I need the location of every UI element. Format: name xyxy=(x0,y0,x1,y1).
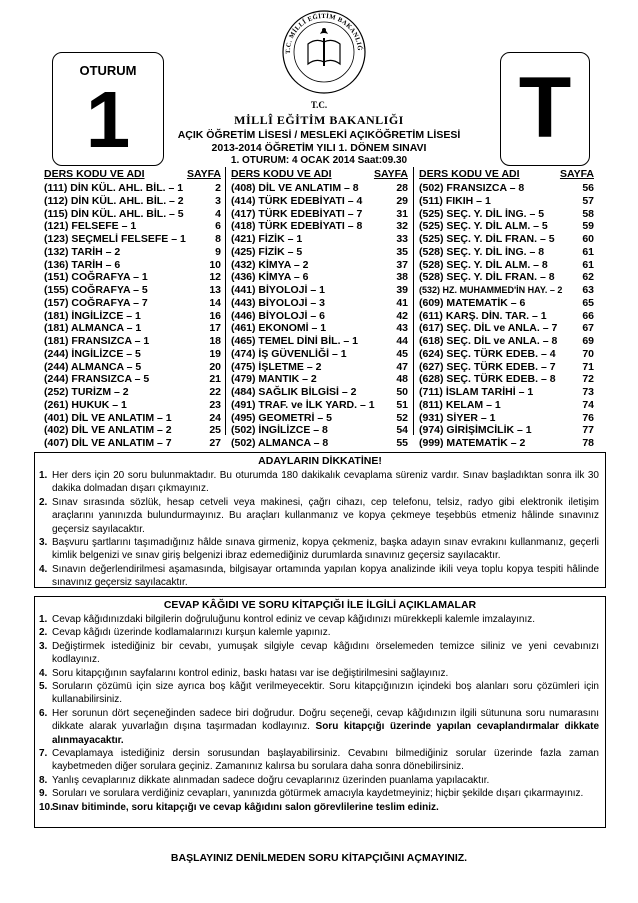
course-row xyxy=(419,386,594,399)
course-page: 60 xyxy=(582,233,594,245)
course-page: 31 xyxy=(396,207,408,220)
course-name: (528) SEÇ. Y. DİL İNG. – 8 xyxy=(419,245,545,258)
course-page: 62 xyxy=(582,271,594,284)
course-page: 9 xyxy=(215,245,221,258)
course-page: 51 xyxy=(396,398,408,411)
course-row xyxy=(231,437,408,450)
course-row xyxy=(419,361,594,374)
item-number: 4. xyxy=(39,563,48,575)
session-box xyxy=(52,52,164,166)
course-row xyxy=(419,412,594,425)
course-row xyxy=(231,182,408,195)
course-page: 67 xyxy=(582,322,594,335)
course-name: (502) ALMANCA – 8 xyxy=(231,437,329,449)
course-name: (181) İNGİLİZCE – 1 xyxy=(44,309,141,322)
course-row xyxy=(231,412,408,425)
course-row xyxy=(44,208,221,221)
course-name: (155) COĞRAFYA – 5 xyxy=(44,284,148,296)
course-name: (112) DİN KÜL. AHL. BİL. – 2 xyxy=(44,194,184,207)
course-row xyxy=(231,348,408,361)
course-row xyxy=(231,271,408,284)
list-item xyxy=(35,469,605,496)
course-page: 22 xyxy=(209,386,221,398)
footer-warning: BAŞLAYINIZ DENİLMEDEN SORU KİTAPÇIĞINI AÇMAYINIZ. xyxy=(170,852,468,864)
list-item xyxy=(35,613,605,626)
item-text: Başvuru şartlarını taşımadığınız hâlde sınava girmeniz, kopya çekmeniz, başka adayın sınav evrakını kullanmanız, geçerli kimlik belgenizi ve sınav giriş belgenizi ibraz edemediğiniz durumlarda sınavınız geçersiz sayılacaktır. xyxy=(52,537,599,562)
course-name: (528) SEÇ. Y. DİL ALM. – 8 xyxy=(419,258,548,271)
course-page: 65 xyxy=(582,296,594,309)
course-page: 71 xyxy=(582,360,594,373)
course-page: 38 xyxy=(396,271,408,284)
course-page: 41 xyxy=(396,296,408,309)
course-row xyxy=(44,386,221,399)
list-item xyxy=(35,680,605,707)
instructions-title: CEVAP KÂĞIDI VE SORU KİTAPÇIĞI İLE İLGİLİ AÇIKLAMALAR xyxy=(163,599,477,611)
course-page: 61 xyxy=(582,245,594,258)
course-name: (974) GİRİŞİMCİLİK – 1 xyxy=(419,424,532,437)
course-page: 63 xyxy=(582,284,594,296)
course-name: (151) COĞRAFYA – 1 xyxy=(44,271,148,284)
course-row xyxy=(231,297,408,310)
course-name: (417) TÜRK EDEBİYATI – 7 xyxy=(231,207,363,220)
course-page: 27 xyxy=(209,437,221,449)
item-text: Yanlış cevaplarınız dikkate alınmadan sadece doğru cevaplarınız üzerinden puanlama yapılacaktır. xyxy=(52,774,490,786)
item-text: Soruların çözümü için size ayrıca boş kâğıt verilmeyecektir. Soru kitapçığınızın içindeki boş alanları soru çözümleri için kullanabilirsiniz. xyxy=(52,681,599,706)
course-page: 20 xyxy=(209,360,221,373)
item-number: 1. xyxy=(39,614,48,625)
course-page: 29 xyxy=(396,194,408,207)
course-page: 59 xyxy=(582,220,594,233)
course-page: 69 xyxy=(582,335,594,347)
course-name: (999) MATEMATİK – 2 xyxy=(419,437,526,449)
course-row xyxy=(231,386,408,399)
course-page: 35 xyxy=(396,245,408,258)
instructions-box xyxy=(34,596,606,828)
item-text: Değiştirmek istediğiniz bir cevabı, yumuşak silgiyle cevap kâğıdını örselemeden temizce siliniz ve yeni cevabınızı kodlayınız. xyxy=(52,640,599,666)
header-school: AÇIK ÖĞRETİM LİSESİ / MESLEKİ AÇIKÖĞRETİM LİSESİ xyxy=(177,129,461,141)
course-page: 2 xyxy=(215,182,221,194)
course-row xyxy=(419,297,594,310)
course-name: (474) İŞ GÜVENLİĞİ – 1 xyxy=(231,347,347,360)
course-row xyxy=(231,233,408,246)
item-number: 4. xyxy=(39,667,48,679)
course-page: 17 xyxy=(209,322,221,335)
course-row xyxy=(419,437,594,450)
course-page: 58 xyxy=(582,207,594,220)
item-number: 3. xyxy=(39,640,48,652)
course-page: 16 xyxy=(209,309,221,322)
course-row xyxy=(419,220,594,233)
course-name: (157) COĞRAFYA – 7 xyxy=(44,296,148,309)
course-row xyxy=(419,424,594,437)
course-row xyxy=(44,399,221,412)
course-name: (261) HUKUK – 1 xyxy=(44,398,127,411)
course-name: (617) SEÇ. DİL ve ANLA. – 7 xyxy=(419,322,558,335)
course-row xyxy=(231,220,408,233)
course-name: (115) DİN KÜL. AHL. BİL. – 5 xyxy=(44,207,184,220)
course-page: 55 xyxy=(396,437,408,449)
course-name: (425) FİZİK – 5 xyxy=(231,245,303,258)
item-bold-text: Soru kitapçığı üzerinde yapılan cevaplandırmalar dikkate alınmayacaktır. xyxy=(52,721,599,746)
course-row xyxy=(44,233,221,246)
course-name: (627) SEÇ. TÜRK EDEB. – 7 xyxy=(419,360,556,373)
course-name: (432) KİMYA – 2 xyxy=(231,258,309,271)
course-page: 56 xyxy=(582,182,594,194)
item-number: 6. xyxy=(39,707,48,719)
course-row xyxy=(231,373,408,386)
course-name: (624) SEÇ. TÜRK EDEB. – 4 xyxy=(419,347,556,360)
course-name: (244) ALMANCA – 5 xyxy=(44,360,142,373)
course-name: (502) İNGİLİZCE – 8 xyxy=(231,424,328,437)
course-page: 61 xyxy=(582,258,594,271)
list-item xyxy=(35,626,605,639)
course-page: 66 xyxy=(582,309,594,322)
item-number: 1. xyxy=(39,470,48,481)
course-page: 13 xyxy=(209,284,221,296)
header-page: SAYFA xyxy=(559,168,594,180)
course-name: (484) SAĞLIK BİLGİSİ – 2 xyxy=(231,386,357,398)
course-row xyxy=(419,335,594,348)
course-row xyxy=(44,259,221,272)
course-row xyxy=(44,335,221,348)
course-name: (414) TÜRK EDEBİYATI – 4 xyxy=(231,194,363,207)
item-number: 2. xyxy=(39,496,48,508)
item-number: 5. xyxy=(39,681,48,693)
header-ministry: MİLLÎ EĞİTİM BAKANLIĞI xyxy=(234,113,404,127)
course-row xyxy=(44,373,221,386)
course-row xyxy=(44,220,221,233)
course-page: 23 xyxy=(209,398,221,411)
course-name: (525) SEÇ. Y. DİL ALM. – 5 xyxy=(419,220,548,233)
course-page: 73 xyxy=(582,386,594,398)
course-row xyxy=(231,310,408,323)
course-name: (244) İNGİLİZCE – 5 xyxy=(44,347,141,360)
item-text: Soruları ve sorulara verdiğiniz cevapları, yanınızda götürmek amacıyla kaydetmeyiniz; hiçbir şekilde dışarı çıkarmayınız. xyxy=(52,788,584,800)
course-name: (252) TURİZM – 2 xyxy=(44,386,129,398)
course-row xyxy=(44,412,221,425)
course-page: 45 xyxy=(396,347,408,360)
list-item xyxy=(35,536,605,563)
course-name: (628) SEÇ. TÜRK EDEB. – 8 xyxy=(419,373,556,386)
course-page: 12 xyxy=(209,271,221,284)
item-number: 8. xyxy=(39,774,48,786)
course-row xyxy=(231,361,408,374)
course-page: 76 xyxy=(582,411,594,424)
item-number: 7. xyxy=(39,748,48,760)
course-name: (532) HZ. MUHAMMED'İN HAY. – 2 xyxy=(419,285,563,295)
header-course: DERS KODU VE ADI xyxy=(419,168,520,180)
course-page: 37 xyxy=(396,258,408,271)
course-row xyxy=(44,437,221,450)
course-name: (436) KİMYA – 6 xyxy=(231,271,309,284)
course-name: (443) BİYOLOJİ – 3 xyxy=(231,296,325,309)
ministry-emblem xyxy=(280,8,368,96)
course-name: (491) TRAF. ve İLK YARD. – 1 xyxy=(231,398,375,411)
list-item xyxy=(35,640,605,667)
emblem-text: T.C. MİLLÎ EĞİTİM BAKANLIĞ xyxy=(284,12,364,54)
course-page: 25 xyxy=(209,424,221,437)
course-name: (441) BİYOLOJİ – 1 xyxy=(231,284,325,296)
course-name: (479) MANTIK – 2 xyxy=(231,373,317,386)
course-row xyxy=(419,246,594,259)
course-row xyxy=(419,373,594,386)
item-number: 9. xyxy=(39,788,48,800)
course-name: (181) FRANSIZCA – 1 xyxy=(44,335,150,347)
course-row xyxy=(231,322,408,335)
item-number: 3. xyxy=(39,537,48,549)
course-row xyxy=(419,182,594,195)
course-name: (495) GEOMETRİ – 5 xyxy=(231,411,332,424)
course-page: 4 xyxy=(215,207,221,220)
course-page: 33 xyxy=(396,233,408,245)
course-page: 48 xyxy=(396,373,408,386)
course-page: 72 xyxy=(582,373,594,386)
course-row xyxy=(44,310,221,323)
course-name: (525) SEÇ. Y. DİL İNG. – 5 xyxy=(419,207,545,220)
course-column-1 xyxy=(44,167,221,449)
course-row xyxy=(44,271,221,284)
booklet-type-box xyxy=(500,52,590,166)
course-row xyxy=(44,297,221,310)
course-page: 43 xyxy=(396,322,408,335)
course-name: (502) FRANSIZCA – 8 xyxy=(419,182,525,194)
course-name: (511) FIKIH – 1 xyxy=(419,194,491,207)
course-page: 14 xyxy=(209,296,221,309)
course-row xyxy=(231,284,408,297)
item-text: Her ders için 20 soru bulunmaktadır. Bu oturumda 180 dakikalık cevaplama süreniz vardır. Sınav başladıktan sonra ilk 30 dakika dolmadan dışarı çıkmayınız. xyxy=(52,470,599,495)
course-page: 50 xyxy=(396,386,408,398)
item-number: 2. xyxy=(39,627,48,639)
item-text: Cevap kâğıdı üzerinde kodlamalarınızı kurşun kalemle yapınız. xyxy=(52,627,331,639)
course-page: 3 xyxy=(215,194,221,207)
course-row xyxy=(44,284,221,297)
course-row xyxy=(44,246,221,259)
course-name: (408) DİL VE ANLATIM – 8 xyxy=(231,182,359,194)
attention-list xyxy=(35,469,605,590)
course-name: (618) SEÇ. DİL ve ANLA. – 8 xyxy=(419,335,558,347)
course-row xyxy=(44,361,221,374)
course-name: (407) DİL VE ANLATIM – 7 xyxy=(44,437,172,449)
course-name: (421) FİZİK – 1 xyxy=(231,233,303,245)
item-text: Sınav sırasında sözlük, hesap cetveli veya makinesi, çağrı cihazı, cep telefonu, telsiz, radyo gibi elektronik iletişim araçlarını yanınızda bulundurmayınız. Bu araçları kullanmanız ve kopya çekmeye teşebbüs etmeniz hâlinde sınavınız geçersiz sayılacaktır. xyxy=(52,496,599,535)
header-date: 1. OTURUM: 4 OCAK 2014 Saat:09.30 xyxy=(230,155,408,166)
column-header xyxy=(419,167,594,182)
instructions-list xyxy=(35,613,605,814)
course-name: (111) DİN KÜL. AHL. BİL. – 1 xyxy=(44,182,184,194)
course-page: 47 xyxy=(396,360,408,373)
header-page: SAYFA xyxy=(373,168,408,180)
course-row xyxy=(419,284,594,297)
header-course: DERS KODU VE ADI xyxy=(231,168,332,180)
course-name: (402) DİL VE ANLATIM – 2 xyxy=(44,424,172,437)
course-row xyxy=(419,310,594,323)
list-item xyxy=(35,801,605,814)
course-page: 19 xyxy=(209,347,221,360)
course-column-2 xyxy=(231,167,408,449)
course-name: (461) EKONOMİ – 1 xyxy=(231,322,327,335)
item-text: Cevaplamaya istediğiniz dersin sorusundan başlayabilirsiniz. Cevabını bilmediğiniz sorular üzerinde fazla zaman kaybetmeden diğer sorulara geçiniz. Zamanınız kalırsa bu sorulara daha sonra dönebilirsiniz. xyxy=(52,748,599,773)
course-row xyxy=(419,233,594,246)
course-page: 57 xyxy=(582,194,594,207)
course-page: 10 xyxy=(209,258,221,271)
course-name: (811) KELAM – 1 xyxy=(419,398,501,411)
header-tc: T.C. xyxy=(310,100,328,110)
course-page: 39 xyxy=(396,284,408,296)
course-row xyxy=(44,424,221,437)
course-page: 78 xyxy=(582,437,594,449)
item-text: Sınavın değerlendirilmesi aşamasında, bilgisayar ortamında yapılan kopya analizinde ikili veya toplu kopya tespiti hâlinde sınavınız geçersiz sayılacaktır. xyxy=(52,563,599,589)
course-row xyxy=(419,208,594,221)
course-name: (418) TÜRK EDEBİYATI – 8 xyxy=(231,220,363,233)
list-item xyxy=(35,774,605,787)
item-text: Her sorunun dört seçeneğinden sadece biri doğrudur. Doğru seçeneği, cevap kâğıdınızın ilgili sütununa soru numarasını dikkate alarak yuvarlağın dışına taşırmadan kodlayınız. xyxy=(52,707,599,733)
header-page: SAYFA xyxy=(186,168,221,180)
column-header xyxy=(231,167,408,182)
course-page: 77 xyxy=(582,424,594,437)
course-row xyxy=(419,322,594,335)
column-header xyxy=(44,167,221,182)
attention-box xyxy=(34,452,606,588)
course-page: 32 xyxy=(396,220,408,233)
course-page: 44 xyxy=(396,335,408,347)
course-row xyxy=(44,182,221,195)
course-name: (123) SEÇMELİ FELSEFE – 1 xyxy=(44,233,186,245)
attention-title: ADAYLARIN DİKKATİNE! xyxy=(258,455,382,467)
course-row xyxy=(419,259,594,272)
column-divider xyxy=(413,167,414,435)
course-name: (132) TARİH – 2 xyxy=(44,245,121,258)
item-number: 10. xyxy=(39,801,53,813)
course-row xyxy=(419,348,594,361)
course-name: (446) BİYOLOJİ – 6 xyxy=(231,309,325,322)
course-name: (609) MATEMATİK – 6 xyxy=(419,296,526,309)
course-row xyxy=(419,271,594,284)
course-row xyxy=(231,246,408,259)
course-row xyxy=(231,259,408,272)
course-name: (401) DİL VE ANLATIM – 1 xyxy=(44,411,172,424)
course-page: 6 xyxy=(215,220,221,233)
list-item xyxy=(35,563,605,590)
list-item xyxy=(35,787,605,800)
list-item xyxy=(35,496,605,536)
course-row xyxy=(231,208,408,221)
course-name: (121) FELSEFE – 1 xyxy=(44,220,137,233)
course-page: 54 xyxy=(396,424,408,437)
course-name: (611) KARŞ. DİN. TAR. – 1 xyxy=(419,309,547,322)
session-label: OTURUM xyxy=(79,63,137,78)
header-exam: 2013-2014 ÖĞRETİM YILI 1. DÖNEM SINAVI xyxy=(211,142,427,154)
list-item xyxy=(35,747,605,774)
course-name: (465) TEMEL DİNİ BİL. – 1 xyxy=(231,335,358,347)
course-page: 24 xyxy=(209,411,221,424)
course-name: (475) İŞLETME – 2 xyxy=(231,360,322,373)
course-row xyxy=(231,424,408,437)
course-page: 74 xyxy=(582,398,594,411)
list-item xyxy=(35,667,605,680)
course-name: (931) SİYER – 1 xyxy=(419,411,496,424)
course-column-3 xyxy=(419,167,594,449)
course-name: (528) SEÇ. Y. DİL FRAN. – 8 xyxy=(419,271,555,284)
course-page: 28 xyxy=(396,182,408,194)
booklet-type: T xyxy=(518,60,572,156)
course-row xyxy=(231,335,408,348)
course-row xyxy=(231,195,408,208)
item-text: Soru kitapçığının sayfalarını kontrol ediniz, baskı hatası var ise değiştirilmesini sağlayınız. xyxy=(52,667,449,679)
course-page: 70 xyxy=(582,347,594,360)
course-row xyxy=(44,348,221,361)
course-row xyxy=(419,399,594,412)
course-row xyxy=(44,195,221,208)
course-name: (525) SEÇ. Y. DİL FRAN. – 5 xyxy=(419,233,555,245)
course-page: 52 xyxy=(396,411,408,424)
list-item xyxy=(35,707,605,747)
item-text: Cevap kâğıdınızdaki bilgilerin doğruluğunu kontrol ediniz ve cevap kâğıdınızı mürekkepli kalemle imzalayınız. xyxy=(52,614,536,625)
item-bold-text: Sınav bitiminde, soru kitapçığı ve cevap kâğıdını salon görevlilerine teslim ediniz. xyxy=(52,801,439,813)
course-page: 18 xyxy=(209,335,221,347)
header-course: DERS KODU VE ADI xyxy=(44,168,145,180)
session-number: 1 xyxy=(85,75,131,164)
course-name: (711) İSLAM TARİHİ – 1 xyxy=(419,386,534,398)
course-page: 8 xyxy=(215,233,221,245)
course-name: (244) FRANSIZCA – 5 xyxy=(44,373,150,386)
course-row xyxy=(231,399,408,412)
column-divider xyxy=(225,167,226,435)
course-name: (136) TARİH – 6 xyxy=(44,258,121,271)
course-page: 42 xyxy=(396,309,408,322)
course-row xyxy=(419,195,594,208)
course-row xyxy=(44,322,221,335)
course-table xyxy=(44,167,594,449)
course-page: 21 xyxy=(209,373,221,386)
course-name: (181) ALMANCA – 1 xyxy=(44,322,142,335)
